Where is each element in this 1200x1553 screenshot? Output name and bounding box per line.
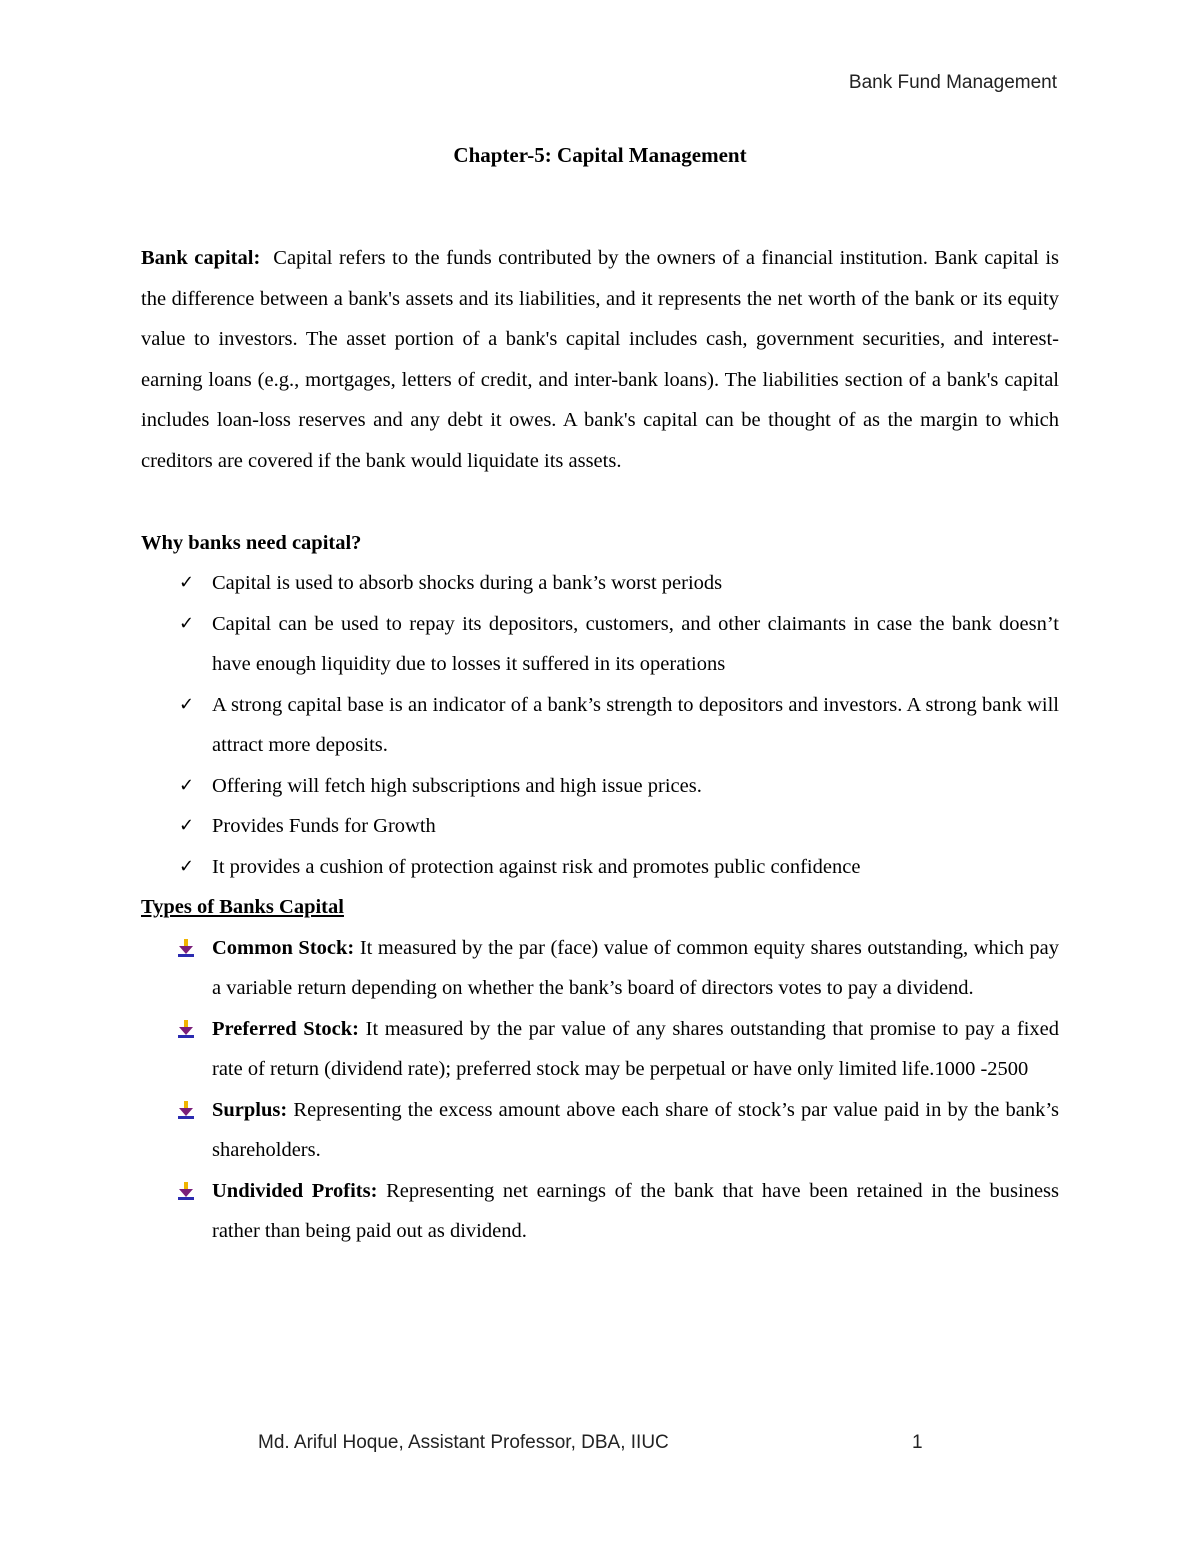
list-item: [141, 928, 1059, 1009]
down-arrow-bullet-icon: [176, 1100, 196, 1120]
checkmark-icon: ✓: [179, 774, 195, 796]
down-arrow-bullet-icon: [176, 1019, 196, 1039]
capital-type-term: Surplus:: [212, 1098, 288, 1121]
checkmark-icon: ✓: [179, 572, 195, 593]
capital-type-term: Undivided Profits:: [212, 1179, 378, 1202]
list-item: [141, 1090, 1059, 1171]
list-item: [141, 847, 1059, 888]
capital-type-term: Preferred Stock:: [212, 1017, 360, 1040]
capital-type-description: It measured by the par value of any shares outstanding that promise to pay a fixed rate of return (dividend rate); preferred stock may be perpetual or have only limited life.1000 -2500: [212, 1017, 1059, 1080]
checkmark-icon: ✓: [179, 693, 195, 715]
footer-author: Md. Ariful Hoque, Assistant Professor, DBA, IIUC: [258, 1432, 669, 1453]
bank-capital-definition: Capital refers to the funds contributed by the owners of a financial institution. Bank capital is the difference between a bank's assets and its liabilities, and it represents the net worth of the bank or its equity value to investors. The asset portion of a bank's capital includes cash, government securities, and interest-earning loans (e.g., mortgages, letters of credit, and inter-bank loans). The liabilities section of a bank's capital includes loan-loss reserves and any debt it owes. A bank's capital can be thought of as the margin to which creditors are covered if the bank would liquidate its assets.: [141, 247, 1060, 472]
capital-type-description: It measured by the par (face) value of common equity shares outstanding, which pay a variable return depending on whether the bank’s board of directors votes to pay a dividend.: [212, 936, 1060, 999]
list-item-text: Capital can be used to repay its depositors, customers, and other claimants in case the bank doesn’t have enough liquidity due to losses it suffered in its operations: [212, 612, 1059, 675]
bank-capital-term: Bank capital:: [141, 247, 261, 269]
checkmark-icon: ✓: [179, 855, 195, 877]
bank-capital-paragraph: [141, 238, 1059, 481]
list-item: [141, 766, 1059, 807]
why-capital-heading: Why banks need capital?: [141, 532, 362, 554]
list-item-text: Provides Funds for Growth: [212, 815, 436, 837]
down-arrow-bullet-icon: [176, 938, 196, 958]
list-item: [141, 1171, 1059, 1252]
list-item-text: It provides a cushion of protection against risk and promotes public confidence: [212, 855, 861, 878]
types-capital-heading: Types of Banks Capital: [141, 896, 344, 918]
why-capital-list: [141, 563, 1059, 887]
capital-type-description: Representing the excess amount above each share of stock’s par value paid in by the bank’s shareholders.: [212, 1098, 1059, 1161]
list-item-text: A strong capital base is an indicator of a bank’s strength to depositors and investors. A strong bank will attract more deposits.: [212, 693, 1059, 756]
capital-type-description: Representing net earnings of the bank that have been retained in the business rather than being paid out as dividend.: [212, 1179, 1059, 1242]
checkmark-icon: ✓: [179, 612, 195, 634]
chapter-title: Chapter-5: Capital Management: [453, 143, 747, 167]
capital-type-term: Common Stock:: [212, 936, 355, 959]
list-item-text: Offering will fetch high subscriptions and high issue prices.: [212, 774, 702, 797]
list-item: [141, 1009, 1059, 1090]
document-body: [141, 238, 1059, 1252]
list-item: [141, 563, 1059, 604]
types-capital-list: [141, 928, 1059, 1252]
list-item: [141, 806, 1059, 847]
down-arrow-bullet-icon: [176, 1181, 196, 1201]
list-item-text: Capital is used to absorb shocks during a bank’s worst periods: [212, 572, 723, 594]
list-item: [141, 685, 1059, 766]
page-number: 1: [912, 1432, 923, 1453]
running-header: Bank Fund Management: [848, 72, 1057, 93]
checkmark-icon: ✓: [179, 815, 195, 836]
list-item: [141, 604, 1059, 685]
